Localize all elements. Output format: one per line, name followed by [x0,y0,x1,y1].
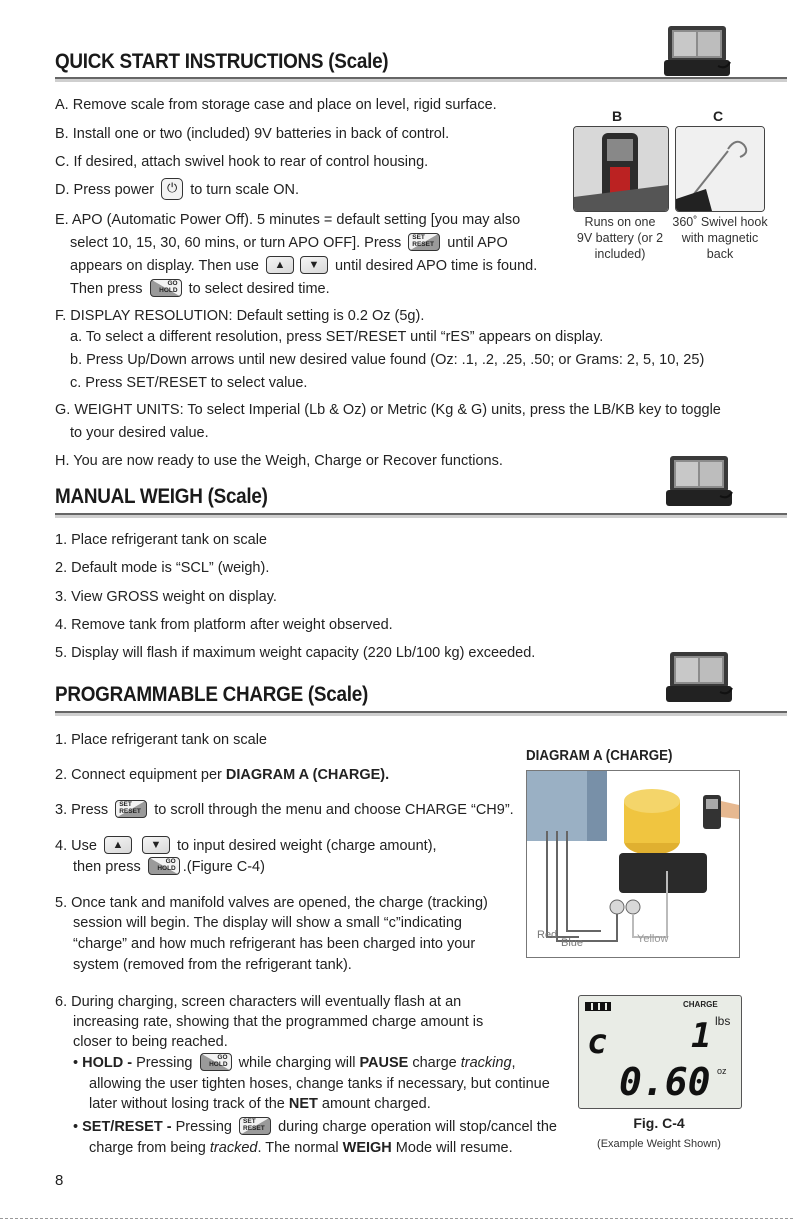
charge-step-5d: system (removed from the refrigerant tank). [73,957,352,973]
battery-photo [573,126,669,212]
scale-case-image [662,452,736,510]
swivel-hook-caption: 360˚ Swivel hook with magnetic back [672,215,768,261]
charge-step-5a: 5. Once tank and manifold valves are opened, the charge (tracking) [55,895,488,911]
manual-weigh-rule [55,513,787,518]
scale-case-image [660,22,734,80]
hold-bullet: • HOLD - Pressing GO HOLD while charging will PAUSE charge tracking, [73,1054,516,1071]
up-arrow-key-icon: ▲ [266,256,294,274]
weigh-step-2: 2. Default mode is “SCL” (weigh). [55,560,270,576]
battery-caption: Runs on one 9V battery (or 2 included) [576,215,664,261]
scale-case-image [662,648,736,706]
up-arrow-key-icon: ▲ [104,836,132,854]
bottom-dashed-rule [0,1218,793,1219]
programmable-charge-rule [55,711,787,716]
weigh-step-3: 3. View GROSS weight on display. [55,589,277,605]
weigh-step-1: 1. Place refrigerant tank on scale [55,532,267,548]
step-b: B. Install one or two (included) 9V batteries in back of control. [55,126,450,142]
step-g1: G. WEIGHT UNITS: To select Imperial (Lb & Oz) or Metric (Kg & G) units, press the LB/KB key to toggle [55,402,721,418]
charge-step-6a: 6. During charging, screen characters will eventually flash at an [55,994,462,1010]
lcd-lbs-unit: lbs [715,1014,731,1028]
battery-icon [585,1002,611,1011]
diagram-a-title: DIAGRAM A (CHARGE) [526,748,673,764]
lcd-lb-value: 1 [691,1016,712,1056]
page-number: 8 [55,1172,64,1189]
step-e1: E. APO (Automatic Power Off). 5 minutes = default setting [you may also [55,212,521,228]
lcd-charge-c: c [587,1022,608,1062]
hose-blue-label: Blue [561,937,584,949]
power-key-icon: ⏻ [161,178,183,200]
hold-bullet-line2: allowing the user tighten hoses, change tanks if necessary, but continue [89,1076,550,1092]
step-e2-post: until APO [447,235,508,251]
down-arrow-key-icon: ▼ [142,836,170,854]
set-reset-bullet: • SET/RESET - Pressing SET RESET during charge operation will stop/cancel the [73,1118,557,1135]
swivel-hook-photo [675,126,765,212]
step-e2-pre: select 10, 15, 30, 60 mins, or turn APO OFF]. Press [70,235,402,251]
step-fa: a. To select a different resolution, press SET/RESET until “rES” appears on display. [70,329,604,345]
lcd-oz-value: 0.60 [619,1060,711,1104]
weigh-step-5: 5. Display will flash if maximum weight capacity (220 Lb/100 kg) exceeded. [55,645,536,661]
set-reset-key-icon: SET RESET [115,800,147,818]
charge-step-5b: session will begin. The display will show a small “c”indicating [73,915,462,931]
step-d [55,180,299,200]
hold-bullet-line3: later without losing track of the NET amount charged. [89,1096,431,1112]
charge-step-2: 2. Connect equipment per DIAGRAM A (CHARGE). [55,767,390,783]
figure-caption: (Example Weight Shown) [597,1138,721,1150]
go-hold-key-icon: GO HOLD [200,1053,232,1071]
step-e4-pre: Then press [70,281,143,297]
step-e3-pre: appears on display. Then use [70,258,259,274]
step-d-post: to turn scale ON. [190,182,299,198]
quick-start-title: QUICK START INSTRUCTIONS (Scale) [55,50,389,73]
charge-step-5c: “charge” and how much refrigerant has been charged into your [73,936,476,952]
charge-step-6c: closer to being reached. [73,1034,228,1050]
charge-step-1: 1. Place refrigerant tank on scale [55,732,267,748]
lcd-oz-unit: oz [717,1066,727,1076]
step-fc: c. Press SET/RESET to select value. [70,375,308,391]
programmable-charge-title: PROGRAMMABLE CHARGE (Scale) [55,683,368,706]
step-g2: to your desired value. [70,425,209,441]
lcd-charge-indicator: CHARGE [683,1000,718,1009]
charge-step-4b: then press GO HOLD .(Figure C-4) [73,858,265,875]
charge-step-6b: increasing rate, showing that the programmed charge amount is [73,1014,484,1030]
photo-c-label: C [713,108,724,124]
step-e3 [70,256,537,276]
step-e4-post: to select desired time. [188,281,330,297]
step-a: A. Remove scale from storage case and place on level, rigid surface. [55,97,497,113]
set-reset-key-icon: SET RESET [239,1117,271,1135]
weigh-step-4: 4. Remove tank from platform after weight observed. [55,617,393,633]
step-fb: b. Press Up/Down arrows until new desired value found (Oz: .1, .2, .25, .50; or Grams: 2, 5, 10, 25) [70,352,705,368]
step-c: C. If desired, attach swivel hook to rear of control housing. [55,154,429,170]
down-arrow-key-icon: ▼ [300,256,328,274]
step-e2 [70,233,508,253]
diagram-a-charge [526,770,740,958]
charge-step-3: 3. Press SET RESET to scroll through the menu and choose CHARGE “CH9”. [55,801,514,818]
step-f: F. DISPLAY RESOLUTION: Default setting is 0.2 Oz (5g). [55,308,425,324]
manual-weigh-title: MANUAL WEIGH (Scale) [55,485,268,508]
set-reset-key-icon: SET RESET [408,233,440,251]
step-h: H. You are now ready to use the Weigh, Charge or Recover functions. [55,453,503,469]
hose-yellow-label: Yellow [637,933,669,945]
go-hold-key-icon: GO HOLD [150,279,182,297]
step-e3-post: until desired APO time is found. [334,258,538,274]
charge-step-4: 4. Use ▲ ▼ to input desired weight (charge amount), [55,838,437,854]
go-hold-key-icon: GO HOLD [148,857,180,875]
figure-label: Fig. C-4 [633,1115,685,1131]
lcd-display-figure [578,995,742,1109]
step-e4 [70,279,330,299]
step-d-pre: D. Press power [55,182,155,198]
photo-b-label: B [612,108,623,124]
hose-red-label: Red [537,929,558,941]
set-reset-bullet-line2: charge from being tracked. The normal WEIGH Mode will resume. [89,1140,513,1156]
